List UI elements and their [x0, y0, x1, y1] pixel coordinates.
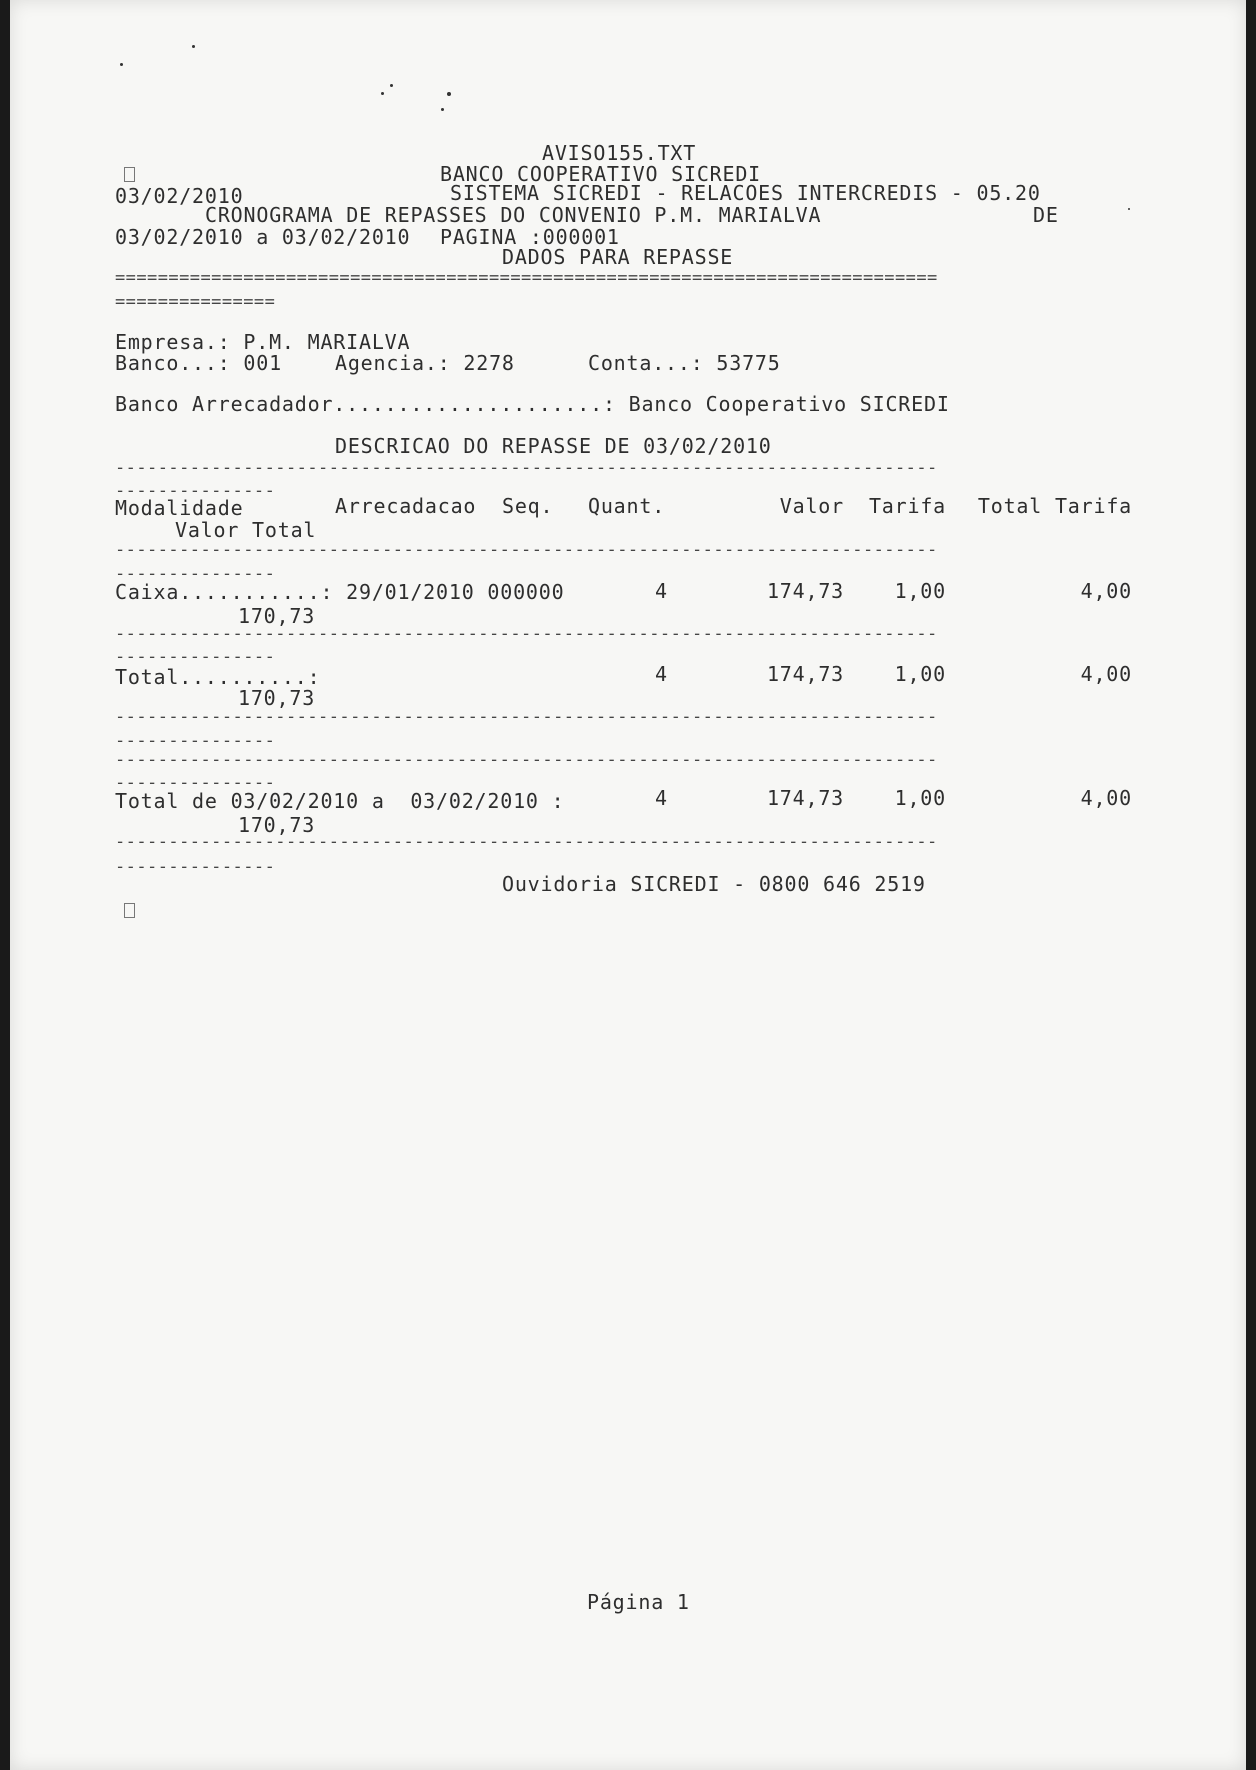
banco-arrecadador-line: Banco Arrecadador.....................: Banco Cooperativo SICREDI	[115, 392, 950, 416]
page-label: PAGINA :000001	[440, 225, 620, 249]
separator-dashes: ---------------	[115, 647, 276, 667]
page-number: Página 1	[587, 1590, 690, 1614]
bank-name: BANCO COOPERATIVO SICREDI	[440, 162, 762, 186]
de-label: DE	[1033, 203, 1059, 227]
header-arrecadacao: Arrecadacao	[335, 494, 477, 518]
row-label: Caixa...........: 29/01/2010 000000	[115, 580, 565, 604]
row-total-tarifa: 4,00	[1080, 662, 1132, 686]
missing-glyph-box	[124, 903, 135, 918]
separator-dashes: ---------------	[115, 564, 276, 584]
separator-dashes: -----------------------------------------------------------------------------	[115, 750, 938, 770]
header-quant: Quant.	[588, 494, 666, 518]
row-label: Total de 03/02/2010 a 03/02/2010 :	[115, 789, 565, 813]
header-valor: Valor	[779, 494, 844, 518]
scan-speck	[1128, 208, 1130, 210]
table-title: DESCRICAO DO REPASSE DE 03/02/2010	[335, 434, 772, 458]
separator-dashes: -----------------------------------------------------------------------------	[115, 540, 938, 560]
row-tarifa: 1,00	[894, 662, 946, 686]
missing-glyph-box	[124, 167, 135, 182]
header-tarifa: Tarifa	[868, 494, 946, 518]
separator-dashes: ---------------	[115, 857, 276, 877]
row-valor-total: 170,73	[238, 686, 316, 710]
banco-line: Banco...: 001	[115, 351, 282, 375]
row-valor-total: 170,73	[238, 813, 316, 837]
row-quant: 4	[655, 662, 668, 686]
empresa-line: Empresa.: P.M. MARIALVA	[115, 330, 411, 354]
row-valor: 174,73	[766, 786, 844, 810]
row-valor: 174,73	[766, 579, 844, 603]
system-title: SISTEMA SICREDI - RELACOES INTERCREDIS - 05.20	[450, 181, 1041, 205]
header-seq: Seq.	[502, 494, 554, 518]
row-valor: 174,73	[766, 662, 844, 686]
report-period: 03/02/2010 a 03/02/2010	[115, 225, 411, 249]
separator-equals: ===============	[115, 292, 276, 312]
row-label: Total..........:	[115, 665, 321, 689]
separator-dashes: -----------------------------------------------------------------------------	[115, 624, 938, 644]
scan-speck	[120, 63, 123, 66]
separator-dashes: ---------------	[115, 481, 276, 501]
scan-speck	[381, 92, 384, 95]
scan-speck	[441, 108, 444, 111]
row-tarifa: 1,00	[894, 786, 946, 810]
separator-dashes: ---------------	[115, 731, 276, 751]
header-total-tarifa: Total Tarifa	[977, 494, 1132, 518]
separator-dashes: ---------------	[115, 773, 276, 793]
conta-line: Conta...: 53775	[588, 351, 781, 375]
separator-dashes: -----------------------------------------------------------------------------	[115, 458, 938, 478]
row-quant: 4	[655, 579, 668, 603]
file-name: AVISO155.TXT	[542, 141, 697, 165]
row-total-tarifa: 4,00	[1080, 579, 1132, 603]
report-title: CRONOGRAMA DE REPASSES DO CONVENIO P.M. MARIALVA	[205, 203, 822, 227]
ouvidoria-line: Ouvidoria SICREDI - 0800 646 2519	[502, 872, 926, 896]
section-title: DADOS PARA REPASSE	[502, 245, 734, 269]
row-total-tarifa: 4,00	[1080, 786, 1132, 810]
agencia-line: Agencia.: 2278	[335, 351, 515, 375]
separator-equals: =============================================================================	[115, 268, 938, 288]
separator-dashes: -----------------------------------------------------------------------------	[115, 707, 938, 727]
scanned-page	[10, 0, 1246, 1770]
scan-speck	[390, 84, 393, 87]
scan-speck	[447, 92, 451, 96]
header-modalidade: Modalidade	[115, 496, 244, 520]
header-valor-total: Valor Total	[175, 518, 317, 542]
report-date: 03/02/2010	[115, 184, 244, 208]
row-valor-total: 170,73	[238, 604, 316, 628]
row-quant: 4	[655, 786, 668, 810]
row-tarifa: 1,00	[894, 579, 946, 603]
scan-speck	[192, 45, 195, 48]
separator-dashes: -----------------------------------------------------------------------------	[115, 832, 938, 852]
